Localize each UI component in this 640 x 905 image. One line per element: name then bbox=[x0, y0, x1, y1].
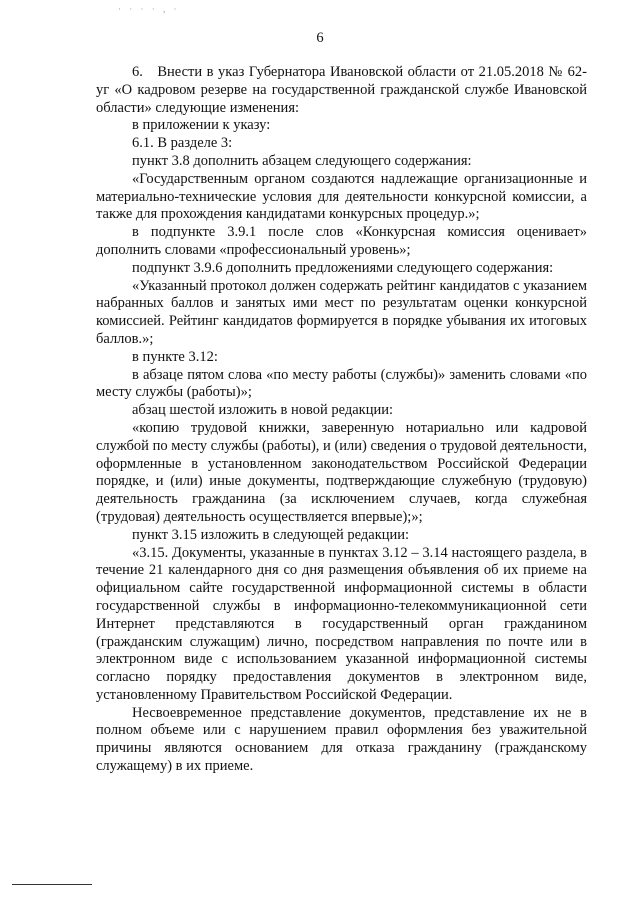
paragraph-quote: «3.15. Документы, указанные в пунктах 3.12 – 3.14 настоящего раздела, в течение 21 календарного дня со дня размещения объявления об их приеме на официальном сайте государственной информационной системы в области государственной службы в информационно-телекоммуникационной сети Интернет представляются в государственный орган гражданином (гражданским служащим) лично, посредством направления по почте или в электронном виде с использованием указанной информационной системы согласно порядку предоставления документов в электронном виде, установленному Правительством Российской Федерации. bbox=[96, 544, 587, 703]
paragraph-intro: 6. Внести в указ Губернатора Ивановской области от 21.05.2018 № 62-уг «О кадровом резерве на государственной гражданской службе Ивановской области» следующие изменения: bbox=[96, 64, 587, 116]
paragraph: в пункте 3.12: bbox=[132, 348, 218, 365]
paragraph: в абзаце пятом слова «по месту работы (службы)» заменить словами «по месту службы (работы)»; bbox=[96, 366, 587, 401]
paragraph: абзац шестой изложить в новой редакции: bbox=[132, 402, 394, 419]
page-number: 6 bbox=[316, 30, 324, 46]
footnote-rule bbox=[12, 884, 92, 885]
document-body bbox=[96, 64, 587, 776]
paragraph: в приложении к указу: bbox=[132, 117, 271, 134]
paragraph: подпункт 3.9.6 дополнить предложениями следующего содержания: bbox=[132, 259, 554, 276]
paragraph: пункт 3.15 изложить в следующей редакции: bbox=[132, 526, 410, 543]
paragraph: в подпункте 3.9.1 после слов «Конкурсная комиссия оценивает» дополнить словами «профессиональный уровень»; bbox=[96, 224, 587, 258]
scan-artifact: · · · · , · bbox=[118, 4, 180, 14]
paragraph-quote: «Указанный протокол должен содержать рейтинг кандидатов с указанием набранных баллов и занятых ими мест по результатам оценки конкурсной комиссией. Рейтинг кандидатов формируется в порядке убывания их итоговых баллов.»; bbox=[96, 277, 587, 347]
paragraph: Несвоевременное представление документов, представление их не в полном объеме или с нарушением правил оформления без уважительной причины являются основанием для отказа гражданину (гражданскому служащему) в их приеме. bbox=[96, 704, 587, 775]
paragraph: 6.1. В разделе 3: bbox=[132, 135, 233, 152]
paragraph: пункт 3.8 дополнить абзацем следующего содержания: bbox=[132, 152, 472, 169]
paragraph-quote: «Государственным органом создаются надлежащие организационные и материально-технические условия для деятельности конкурсной комиссии, а также для прохождения кандидатами конкурсных процедур.»; bbox=[96, 170, 587, 223]
paragraph-quote: «копию трудовой книжки, заверенную нотариально или кадровой службой по месту службы (работы), и (или) сведения о трудовой деятельности, оформленные в установленном законодательством Российской Федерации порядке, и (или) иные документы, подтверждающие служебную (трудовую) деятельность гражданина (за исключением случаев, когда служебная (трудовая) деятельность осуществляется впервые);»; bbox=[96, 419, 587, 525]
